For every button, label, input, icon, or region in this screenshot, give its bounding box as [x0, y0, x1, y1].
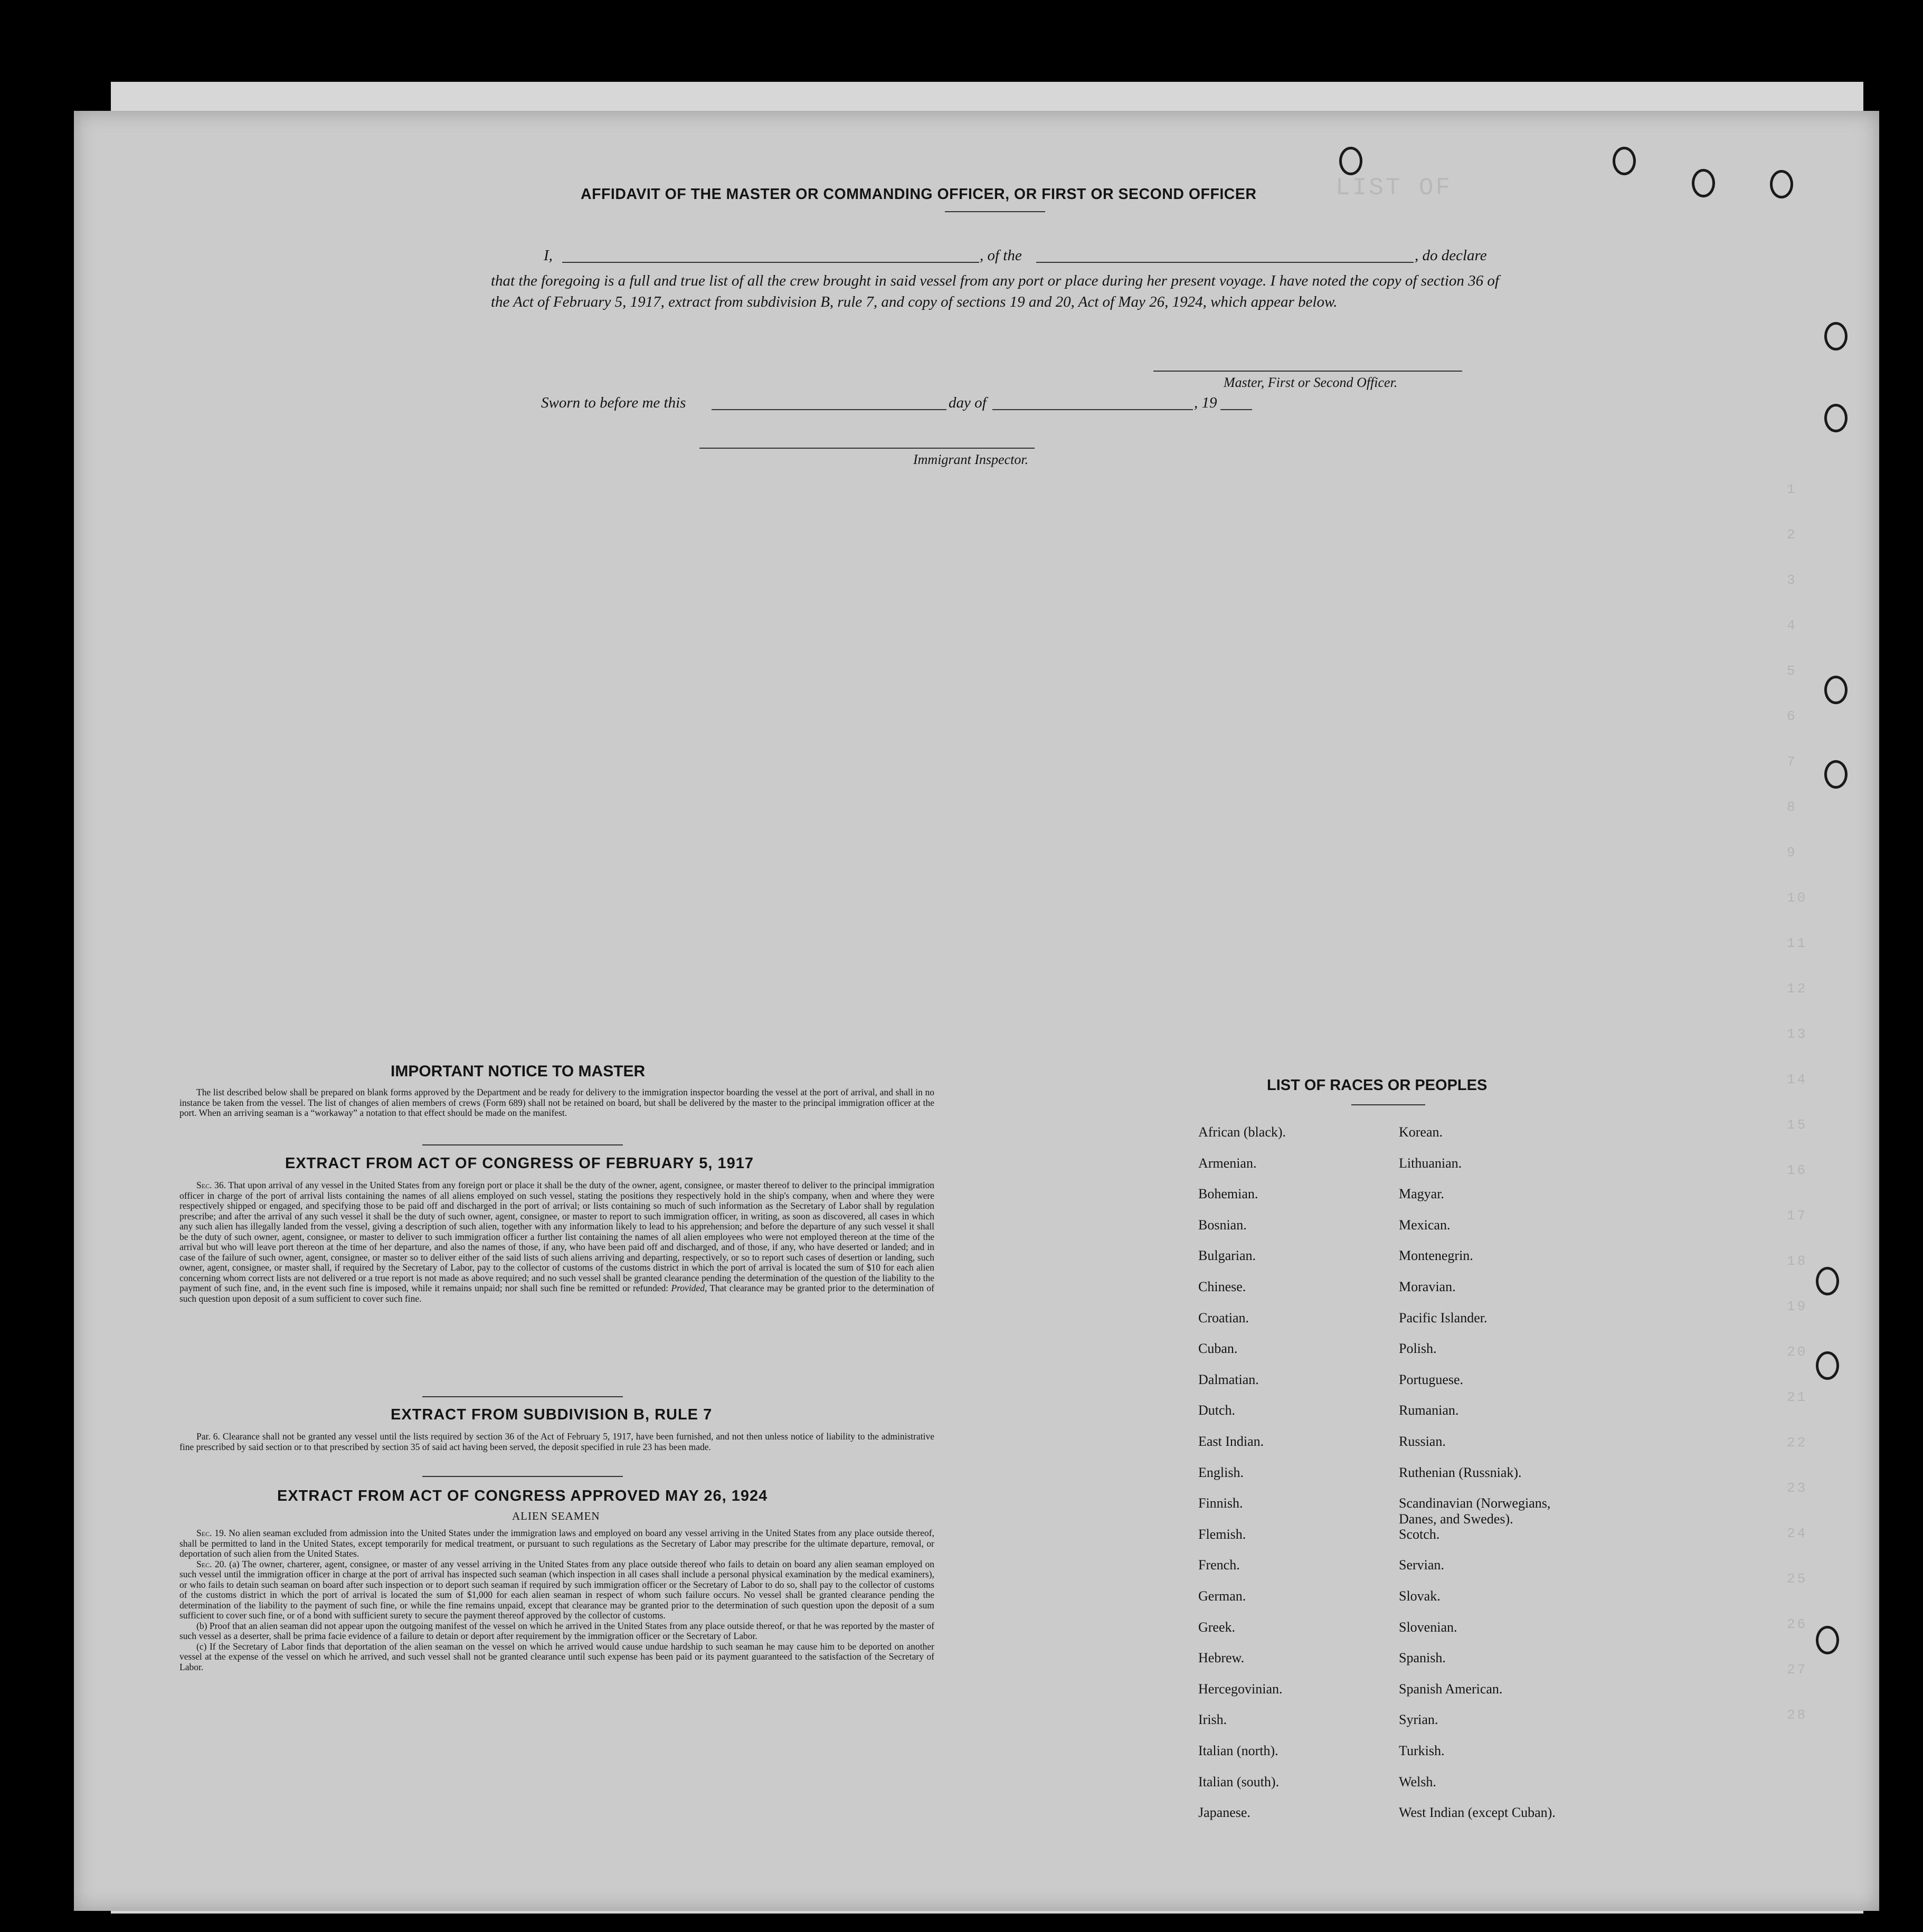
bleedthrough-row-number: 3 — [1787, 572, 1797, 588]
race-item: Moravian. — [1399, 1279, 1456, 1294]
race-item: Scotch. — [1399, 1526, 1440, 1542]
race-item: Russian. — [1399, 1434, 1446, 1449]
race-item: Turkish. — [1399, 1743, 1445, 1758]
bleedthrough-row-number: 26 — [1787, 1616, 1808, 1632]
bleedthrough-row-number: 24 — [1787, 1526, 1808, 1541]
bleedthrough-row-number: 7 — [1787, 754, 1797, 770]
day-of-label: day of — [949, 394, 987, 411]
bleedthrough-row-number: 9 — [1787, 845, 1797, 860]
punch-hole-icon — [1816, 1351, 1839, 1380]
race-item: German. — [1198, 1588, 1246, 1604]
bleedthrough-row-number: 1 — [1787, 481, 1797, 497]
race-item: Magyar. — [1399, 1186, 1444, 1202]
affidavit-body: that the foregoing is a full and true list of all the crew brought in said vessel from any port or place during her present voyage. I have noted the copy of section 36 of the Act of February 5, 1917, extract from subdivision B, rule 7, and copy of sections 19 and 20, Act of May 26, 1924, which appear below. — [491, 272, 1499, 310]
race-item: East Indian. — [1198, 1434, 1264, 1449]
race-item: Finnish. — [1198, 1495, 1243, 1511]
race-item: Japanese. — [1198, 1805, 1251, 1821]
affidavit-title: AFFIDAVIT OF THE MASTER OR COMMANDING OFFICER, OR FIRST OR SECOND OFFICER — [581, 186, 1257, 203]
punch-hole-icon — [1613, 147, 1636, 175]
section-divider — [422, 1144, 623, 1145]
race-item: Pacific Islander. — [1399, 1310, 1488, 1325]
race-item: Spanish American. — [1399, 1681, 1503, 1697]
punch-hole-icon — [1824, 676, 1848, 704]
extract-1917-title: EXTRACT FROM ACT OF CONGRESS OF FEBRUARY 5, 1917 — [285, 1155, 754, 1172]
affidavit-vessel-label: , of the — [980, 247, 1022, 264]
master-signature-field[interactable] — [1153, 371, 1462, 372]
bleedthrough-row-number: 5 — [1787, 663, 1797, 679]
bleedthrough-row-number: 28 — [1787, 1707, 1808, 1723]
section-divider — [422, 1476, 623, 1477]
extract-1924-title: EXTRACT FROM ACT OF CONGRESS APPROVED MAY 26, 1924 — [277, 1488, 768, 1504]
bleedthrough-row-number: 19 — [1787, 1299, 1808, 1314]
race-item: Ruthenian (Russniak). — [1399, 1464, 1522, 1480]
bleedthrough-header: LIST OF — [1335, 174, 1453, 202]
year-label: , 19 — [1194, 394, 1217, 411]
race-item: Italian (south). — [1198, 1774, 1280, 1789]
race-item: Bulgarian. — [1198, 1248, 1256, 1264]
bleedthrough-row-number: 4 — [1787, 618, 1797, 633]
bleedthrough-row-number: 16 — [1787, 1162, 1808, 1178]
bleedthrough-row-number: 13 — [1787, 1026, 1808, 1042]
affidavit-declare-label: , do declare — [1415, 247, 1487, 264]
rule-7-title: EXTRACT FROM SUBDIVISION B, RULE 7 — [391, 1406, 713, 1423]
race-item: Slovenian. — [1399, 1619, 1457, 1635]
bleedthrough-row-number: 17 — [1787, 1208, 1808, 1224]
bleedthrough-row-number: 23 — [1787, 1480, 1808, 1496]
notice-title: IMPORTANT NOTICE TO MASTER — [391, 1063, 646, 1080]
race-item: Rumanian. — [1399, 1403, 1459, 1418]
alien-seamen-subtitle: ALIEN SEAMEN — [512, 1510, 600, 1522]
races-divider — [1351, 1104, 1425, 1105]
bleedthrough-row-number: 25 — [1787, 1571, 1808, 1587]
sworn-label: Sworn to before me this — [541, 394, 686, 411]
race-item: Dalmatian. — [1198, 1371, 1259, 1387]
punch-hole-icon — [1816, 1267, 1839, 1295]
bleedthrough-row-number: 14 — [1787, 1072, 1808, 1087]
punch-hole-icon — [1824, 322, 1848, 351]
race-item: Polish. — [1399, 1341, 1437, 1357]
race-item: Spanish. — [1399, 1650, 1446, 1666]
race-item: Hebrew. — [1198, 1650, 1245, 1666]
race-item: Syrian. — [1399, 1712, 1438, 1728]
punch-hole-icon — [1824, 404, 1848, 432]
bleedthrough-row-number: 18 — [1787, 1253, 1808, 1269]
race-item: African (black). — [1198, 1124, 1286, 1140]
master-name-field[interactable] — [562, 262, 979, 263]
race-item: Scandinavian (Norwegians, Danes, and Swedes). — [1399, 1495, 1551, 1527]
month-field[interactable] — [992, 409, 1193, 410]
race-item: English. — [1198, 1464, 1244, 1480]
race-item: Korean. — [1399, 1124, 1443, 1140]
race-item: Servian. — [1399, 1557, 1444, 1573]
race-item: Italian (north). — [1198, 1743, 1278, 1758]
bleedthrough-row-number: 10 — [1787, 890, 1808, 906]
bleedthrough-row-number: 8 — [1787, 799, 1797, 815]
inspector-label: Immigrant Inspector. — [913, 452, 1029, 467]
extract-1917-text: Sec. 36. That upon arrival of any vessel in the United States from any foreign port or place it shall be the duty of the owner, agent, consignee, or master thereof to deliver to the principal immigration officer in charge of the port of arrival lists containing the names of all aliens employed on such vessel, stating the positions they respectively hold in the ship's company, when and where they were respectively shipped or engaged, and specifying those to be paid off and discharged in the port of arrival; or lists containing so much of such information as the Secretary of Labor shall by regulation prescribe; and after the arrival of any such vessel it shall be the duty of such owner, agent, consignee, or master to report to such immigration officer, in writing, as soon as discovered, all cases in which any such alien has illegally landed from the vessel, giving a description of such alien, together with any information likely to lead to his apprehension; and before the departure of any such vessel it shall be the duty of such owner, agent, consignee, or master to deliver to such immigration officer a further list containing the names of all alien employees who were not employed thereon at the time of the arrival but who will leave port thereon at the time of her departure, and also the names of those, if any, who have been paid off and discharged, and of those, if any, who have deserted or landed; and in case of the failure of such owner, agent, consignee, or master so to deliver either of the said lists of such aliens arriving and departing, respectively, or so to report such cases of desertion or landing, such owner, agent, consignee, or master shall, if required by the Secretary of Labor, pay to the collector of customs of the customs district in which the port of arrival is located the sum of $10 for each alien concerning whom correct lists are not delivered or a true report is not made as above required; and no such vessel shall be granted clearance pending the determination of the question of the liability to the payment of such fine, and, in the event such fine is imposed, while it remains unpaid; nor shall such fine be remitted or refunded: Provided, That clearance may be granted prior to the determination of such question upon deposit of a sum sufficient to cover such fine. — [179, 1180, 935, 1304]
race-item: Armenian. — [1198, 1155, 1257, 1171]
punch-hole-icon — [1339, 147, 1362, 175]
bleedthrough-row-number: 6 — [1787, 708, 1797, 724]
punch-hole-icon — [1816, 1626, 1839, 1654]
affidavit-name-label: I, — [544, 247, 553, 264]
bleedthrough-row-number: 12 — [1787, 981, 1808, 997]
punch-hole-icon — [1770, 170, 1793, 198]
race-item: Bosnian. — [1198, 1217, 1247, 1233]
race-item: Slovak. — [1399, 1588, 1441, 1604]
race-item: Greek. — [1198, 1619, 1236, 1635]
race-item: Croatian. — [1198, 1310, 1249, 1325]
extract-1924-text: Sec. 19. No alien seaman excluded from admission into the United States under the immigration laws and employed on board any vessel arriving in the United States from any place outside thereof, shall be permitted to land in the United States, except temporarily for medical treatment, or pursuant to such regulations as the Secretary of Labor may prescribe for the ultimate departure, removal, or deportation of such alien from the United States. Sec. 20. (a) The owner, charterer, agent, consignee, or master of any vessel arriving in the United States from any place outside thereof who fails to detain on board any alien seaman employed on such vessel until the immigration officer in charge at the port of arrival has inspected such seaman (which inspection in all cases shall include a personal physical examination by the medical examiners), or who fails to detain such seaman on board after such inspection or to deport such seaman if required by such immigration officer or the Secretary of Labor to do so, shall pay to the collector of customs of the customs district in which the port of arrival is located the sum of $1,000 for each alien seaman in respect of whom such failure occurs. No vessel shall be granted clearance pending the determination of the liability to the payment of such fine, or while the fine remains unpaid, except that clearance may be granted prior to the determination of such question upon the deposit of a sum sufficient to cover such fine, or of a bond with sufficient surety to secure the payment thereof approved by the collector of customs. (b) Proof that an alien seaman did not appear upon the outgoing manifest of the vessel on which he arrived in the United States from any place outside thereof, or that he was reported by the master of such vessel as a deserter, shall be prima facie evidence of a failure to detain or deport after requirement by the immigration officer or the Secretary of Labor. (c) If the Secretary of Labor finds that deportation of the alien seaman on the vessel on which he arrived would cause undue hardship to such seaman he may cause him to be deported on another vessel at the expense of the vessel on which he arrived, and such vessel shall not be granted clearance until such expense has been paid or its payment guaranteed to the satisfaction of the Secretary of Labor. — [179, 1528, 934, 1672]
bleedthrough-row-number: 2 — [1787, 527, 1797, 543]
bleedthrough-row-number: 27 — [1787, 1662, 1808, 1678]
race-item: Dutch. — [1198, 1403, 1236, 1418]
section-divider — [422, 1396, 623, 1397]
race-item: Chinese. — [1198, 1279, 1246, 1294]
year-field[interactable] — [1220, 409, 1252, 410]
races-title: LIST OF RACES OR PEOPLES — [1267, 1077, 1488, 1094]
bleedthrough-row-number: 21 — [1787, 1389, 1808, 1405]
race-item: Hercegovinian. — [1198, 1681, 1283, 1697]
bleedthrough-row-number: 15 — [1787, 1117, 1808, 1133]
vessel-name-field[interactable] — [1036, 262, 1414, 263]
race-item: Portuguese. — [1399, 1371, 1464, 1387]
sworn-date-field[interactable] — [712, 409, 946, 410]
notice-text: The list described below shall be prepared on blank forms approved by the Department and be ready for delivery to the immigration inspector boarding the vessel at the port of arrival, and shall in no instance be taken from the vessel. The list of changes of alien members of crews (Form 689) shall not be retained on board, but shall be delivered by the master to the principal immigration officer at the port. When an arriving seaman is a “workaway” a notation to that effect should be made on the manifest. — [179, 1087, 934, 1118]
race-item: Mexican. — [1399, 1217, 1451, 1233]
bleedthrough-row-number: 22 — [1787, 1435, 1808, 1451]
race-item: Irish. — [1198, 1712, 1227, 1728]
race-item: French. — [1198, 1557, 1240, 1573]
race-item: Montenegrin. — [1399, 1248, 1473, 1264]
bleedthrough-row-number: 11 — [1787, 935, 1808, 951]
punch-hole-icon — [1824, 760, 1848, 789]
race-item: Cuban. — [1198, 1341, 1238, 1357]
race-item: Welsh. — [1399, 1774, 1436, 1789]
title-divider — [945, 211, 1045, 212]
race-item: West Indian (except Cuban). — [1399, 1805, 1556, 1821]
punch-hole-icon — [1692, 169, 1715, 197]
inspector-signature-field[interactable] — [699, 448, 1035, 449]
race-item: Flemish. — [1198, 1526, 1246, 1542]
rule-7-text: Par. 6. Clearance shall not be granted any vessel until the lists required by section 36 of the Act of February 5, 1917, have been furnished, and not then unless notice of liability to the administrative fine prescribed by said section or to that prescribed by section 35 of said act having been served, the deposit specified in rule 23 has been made. — [179, 1431, 934, 1452]
master-signature-label: Master, First or Second Officer. — [1224, 375, 1398, 390]
race-item: Lithuanian. — [1399, 1155, 1462, 1171]
race-item: Bohemian. — [1198, 1186, 1258, 1202]
bleedthrough-row-number: 20 — [1787, 1344, 1808, 1360]
